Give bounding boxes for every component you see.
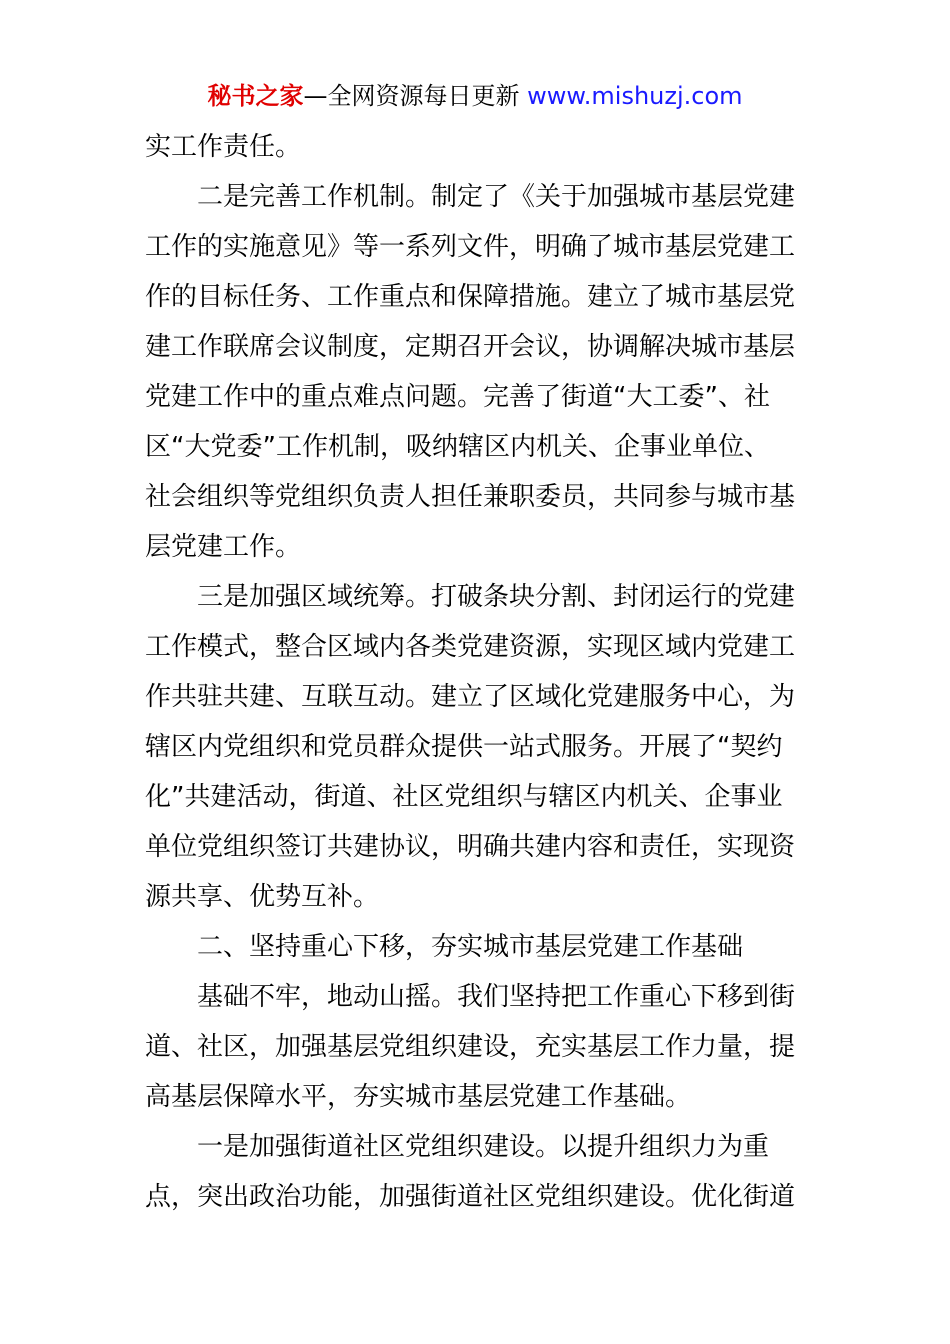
text-line: 社会组织等党组织负责人担任兼职委员，共同参与城市基 <box>145 482 796 512</box>
text-line: 层党建工作。 <box>145 532 302 562</box>
text-line: 点，突出政治功能，加强街道社区党组织建设。优化街道 <box>145 1182 796 1212</box>
text-line: 区“大党委”工作机制，吸纳辖区内机关、企事业单位、 <box>145 432 770 462</box>
text-line: 道、社区，加强基层党组织建设，充实基层工作力量，提 <box>145 1032 796 1062</box>
header-slogan: —全网资源每日更新 <box>303 82 528 110</box>
text-line: 工作的实施意见》等一系列文件，明确了城市基层党建工 <box>145 232 796 262</box>
text-line: 党建工作中的重点难点问题。完善了街道“大工委”、社 <box>145 382 770 412</box>
text-line: 建工作联席会议制度，定期召开会议，协调解决城市基层 <box>145 332 796 362</box>
paragraph-start-line: 二是完善工作机制。制定了《关于加强城市基层党建 <box>197 182 796 212</box>
site-header <box>0 80 950 112</box>
text-line: 作的目标任务、工作重点和保障措施。建立了城市基层党 <box>145 282 796 312</box>
text-line: 作共驻共建、互联互动。建立了区域化党建服务中心，为 <box>145 682 796 712</box>
text-line: 高基层保障水平，夯实城市基层党建工作基础。 <box>145 1082 692 1112</box>
text-line: 化”共建活动，街道、社区党组织与辖区内机关、企事业 <box>145 782 783 812</box>
paragraph-start-line: 基础不牢，地动山摇。我们坚持把工作重心下移到街 <box>197 982 796 1012</box>
document-body <box>145 122 810 1222</box>
text-line: 工作模式，整合区域内各类党建资源，实现区域内党建工 <box>145 632 796 662</box>
text-line: 辖区内党组织和党员群众提供一站式服务。开展了“契约 <box>145 732 783 762</box>
text-line: 单位党组织签订共建协议，明确共建内容和责任，实现资 <box>145 832 796 862</box>
paragraph-start-line: 一是加强街道社区党组织建设。以提升组织力为重 <box>197 1132 770 1162</box>
text-line: 源共享、优势互补。 <box>145 882 380 912</box>
text-line: 实工作责任。 <box>145 132 302 162</box>
section-heading: 二、坚持重心下移，夯实城市基层党建工作基础 <box>197 932 744 962</box>
brand-name: 秘书之家 <box>207 82 304 110</box>
site-url[interactable]: www.mishuzj.com <box>527 82 743 110</box>
paragraph-start-line: 三是加强区域统筹。打破条块分割、封闭运行的党建 <box>197 582 796 612</box>
